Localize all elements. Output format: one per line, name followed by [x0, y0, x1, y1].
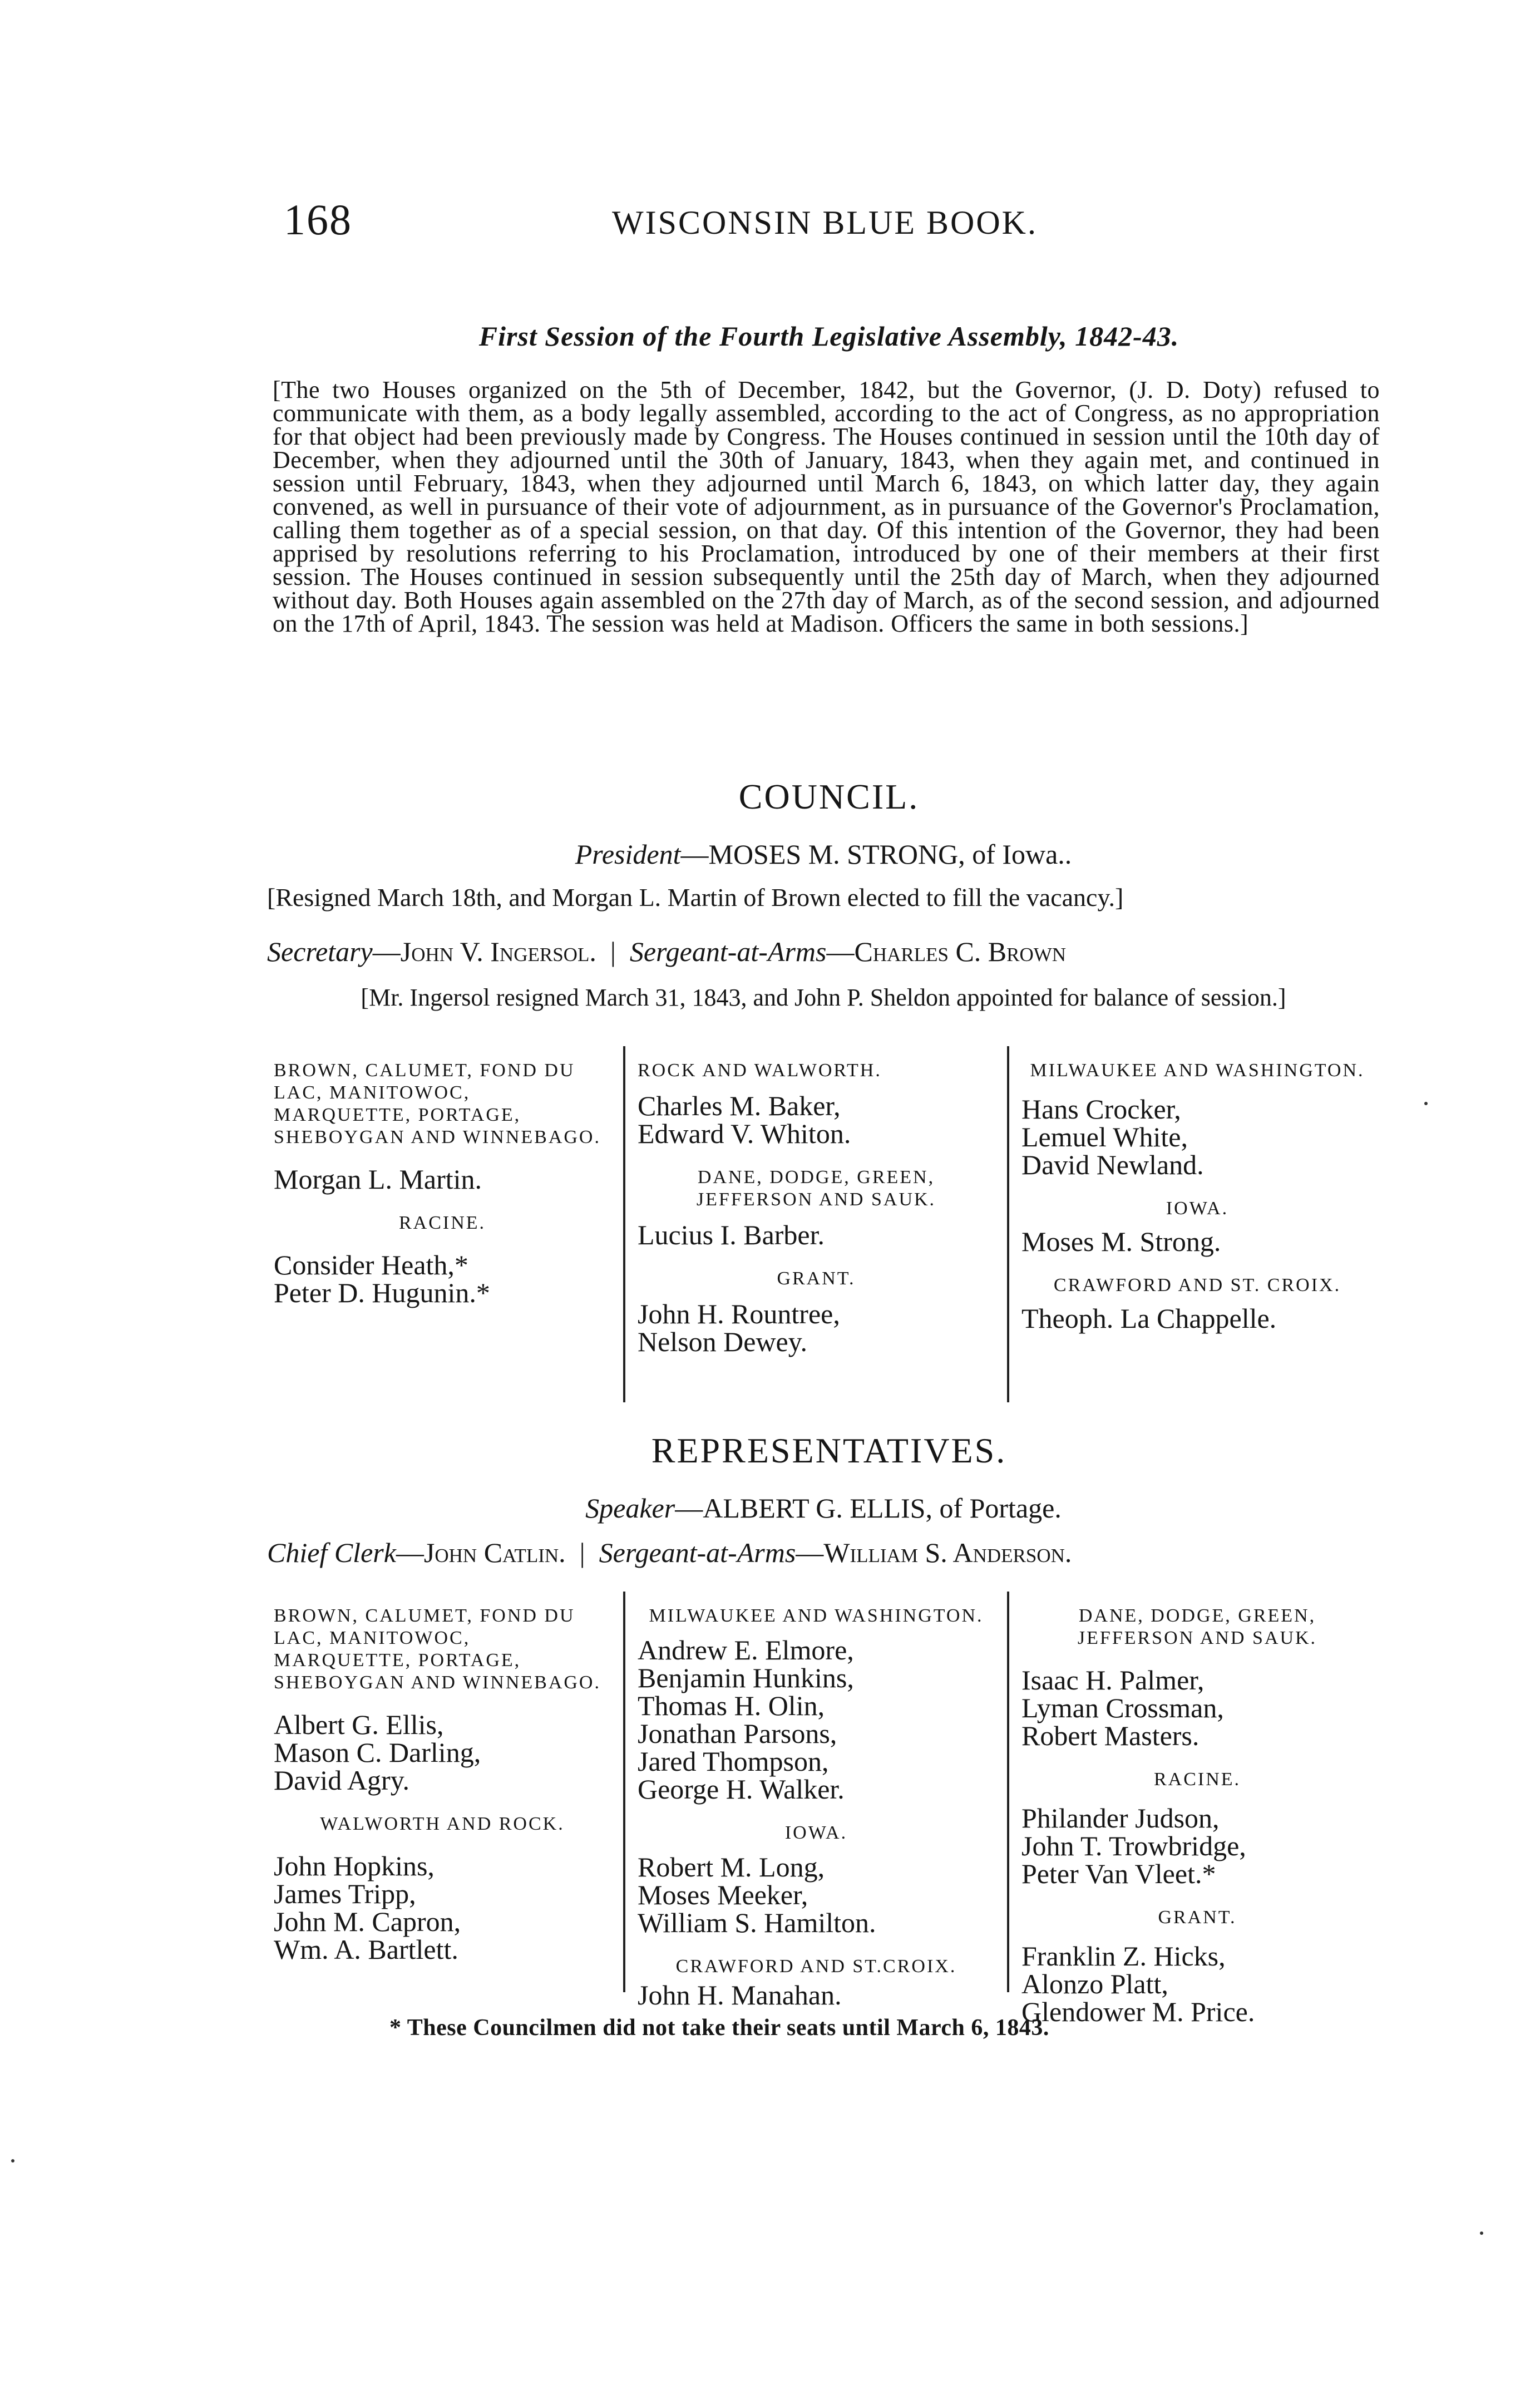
district-name: WALWORTH AND ROCK. [320, 1814, 565, 1834]
district-group [1021, 1605, 1373, 1750]
district-name: MILWAUKEE AND WASHINGTON. [1030, 1060, 1365, 1081]
district-name: DANE, DODGE, GREEN, JEFFERSON AND SAUK. [696, 1167, 936, 1210]
district-group [638, 1955, 995, 2009]
member-name: John H. Manahan. [638, 1979, 842, 2011]
council-president-line: President—MOSES M. STRONG, of Iowa.. [575, 839, 1072, 870]
district-name: CRAWFORD AND ST.CROIX. [675, 1956, 957, 1977]
clerk-label: Chief Clerk [267, 1537, 396, 1568]
footnote: * These Councilmen did not take their seats until March 6, 1843. [389, 2015, 1049, 2041]
member-name: Jonathan Parsons, [638, 1718, 837, 1749]
member-name: Andrew E. Elmore, [638, 1634, 854, 1666]
member-name: David Newland. [1021, 1149, 1204, 1180]
district-name: GRANT. [1158, 1907, 1237, 1928]
district-group [638, 1268, 995, 1356]
print-speck [1424, 1102, 1428, 1105]
separator: | [610, 936, 616, 967]
council-sergeant-label: Sergeant-at-Arms [629, 936, 827, 967]
council-members [261, 1046, 1385, 1402]
member-name: Alonzo Platt, [1021, 1968, 1168, 1999]
district-group [638, 1166, 995, 1249]
district-group [274, 1212, 611, 1307]
member-name: George H. Walker. [638, 1774, 845, 1805]
officers-note: [Mr. Ingersol resigned March 31, 1843, and John P. Sheldon appointed for balance of session.] [361, 984, 1286, 1011]
member-name: James Tripp, [274, 1878, 416, 1909]
council-column-2 [623, 1046, 1007, 1402]
secretary-value: John V. Ingersol. [400, 936, 596, 967]
member-name: John M. Capron, [274, 1906, 461, 1937]
member-name: Benjamin Hunkins, [638, 1662, 854, 1693]
running-title: WISCONSIN BLUE BOOK. [612, 204, 1038, 241]
district-group [274, 1060, 611, 1193]
member-name: Moses Meeker, [638, 1879, 808, 1910]
member-name: Peter Van Vleet.* [1021, 1858, 1216, 1889]
member-name: Jared Thompson, [638, 1746, 829, 1777]
member-name: Lucius I. Barber. [638, 1219, 825, 1250]
clerk-value: John Catlin. [423, 1537, 566, 1568]
member-name: Charles M. Baker, [638, 1090, 841, 1121]
council-column-3 [1007, 1046, 1385, 1402]
member-name: Lemuel White, [1021, 1121, 1188, 1152]
president-value: MOSES M. STRONG, of Iowa.. [708, 839, 1072, 870]
member-name: John H. Rountree, [638, 1298, 840, 1329]
member-name: Thomas H. Olin, [638, 1690, 825, 1721]
member-name: Robert M. Long, [638, 1851, 825, 1883]
member-name: Theoph. La Chappelle. [1021, 1303, 1277, 1334]
representatives-heading: REPRESENTATIVES. [651, 1431, 1007, 1470]
member-name: Lyman Crossman, [1021, 1692, 1224, 1723]
member-name: Edward V. Whiton. [638, 1118, 851, 1149]
member-name: Franklin Z. Hicks, [1021, 1940, 1226, 1972]
member-name: Mason C. Darling, [274, 1737, 481, 1768]
page-header [284, 195, 1374, 256]
district-name: BROWN, CALUMET, FOND DU LAC, MANITOWOC, MARQUETTE, PORTAGE, SHEBOYGAN AND WINNEBAGO. [274, 1060, 601, 1147]
representatives-members [261, 1592, 1385, 2027]
representatives-sergeant-label: Sergeant-at-Arms [599, 1537, 796, 1568]
member-name: Nelson Dewey. [638, 1326, 808, 1357]
district-group [638, 1060, 995, 1147]
member-name: Philander Judson, [1021, 1802, 1220, 1834]
district-name: IOWA. [784, 1822, 848, 1843]
district-name: DANE, DODGE, GREEN, JEFFERSON AND SAUK. [1077, 1605, 1317, 1648]
district-group [1021, 1907, 1373, 2026]
representatives-officers-line: Chief Clerk—John Catlin. | Sergeant-at-Arms—William S. Anderson. [267, 1537, 1072, 1568]
council-officers-line: Secretary—John V. Ingersol. | Sergeant-at-Arms—Charles C. Brown [267, 936, 1067, 967]
president-note: [Resigned March 18th, and Morgan L. Martin of Brown elected to fill the vacancy.] [267, 883, 1124, 912]
speaker-value: ALBERT G. ELLIS, of Portage. [703, 1492, 1062, 1524]
speaker-label: Speaker [585, 1492, 675, 1524]
member-name: John T. Trowbridge, [1021, 1830, 1246, 1861]
district-name: GRANT. [777, 1268, 856, 1289]
page-number: 168 [284, 195, 352, 244]
member-name: John Hopkins, [274, 1850, 435, 1881]
member-name: Consider Heath,* [274, 1249, 468, 1280]
district-group [1021, 1060, 1373, 1179]
district-name: MILWAUKEE AND WASHINGTON. [649, 1605, 984, 1626]
district-name: CRAWFORD AND ST. CROIX. [1053, 1275, 1341, 1295]
representatives-column-3 [1007, 1592, 1385, 2027]
session-title: First Session of the Fourth Legislative Assembly, 1842-43. [478, 321, 1179, 352]
representatives-sergeant-value: William S. Anderson. [823, 1537, 1072, 1568]
member-name: William S. Hamilton. [638, 1907, 876, 1938]
district-group [1021, 1768, 1373, 1888]
council-heading: COUNCIL. [738, 777, 920, 816]
member-name: Morgan L. Martin. [274, 1164, 482, 1195]
intro-paragraph: [The two Houses organized on the 5th of December, 1842, but the Governor, (J. D. Doty) refused to communicate with them, as a body legally assembled, according to the act of Congress, as no appropriation for that object had been previously made by Congress. The Houses continued in session until the 10th day of December, when they adjourned until the 30th of January, 1843, when they again met, and continued in session until February, 1843, when they adjourned until March 6, 1843, on which latter day, they again convened, as well in pursuance of their vote of adjournment, as in pursuance of the Governor's Proclamation, calling them together as of a special session, on that day. Of this intention of the Governor, they had been apprised by resolutions referring to his Proclamation, introduced by one of their members at their first session. The Houses continued in session subsequently until the 25th day of March, when they adjourned without day. Both Houses again assembled on the 27th day of March, as of the second session, and adjourned on the 17th of April, 1843. The session was held at Madison. Officers the same in both sessions.] [273, 376, 1380, 637]
council-column-1 [261, 1046, 623, 1402]
member-name: Robert Masters. [1021, 1720, 1200, 1751]
member-name: Wm. A. Bartlett. [274, 1934, 458, 1965]
member-name: Glendower M. Price. [1021, 1996, 1255, 2027]
district-name: RACINE. [398, 1213, 486, 1233]
print-speck [1480, 2231, 1483, 2235]
district-group [274, 1813, 611, 1963]
member-name: Isaac H. Palmer, [1021, 1664, 1205, 1696]
president-label: President [575, 839, 681, 870]
member-name: Albert G. Ellis, [274, 1709, 444, 1740]
secretary-label: Secretary [267, 936, 373, 967]
district-group [1021, 1274, 1373, 1332]
district-group [274, 1605, 611, 1794]
separator: | [579, 1537, 585, 1568]
representatives-column-1 [261, 1592, 623, 1992]
district-group [638, 1822, 995, 1937]
council-sergeant-value: Charles C. Brown [854, 936, 1067, 967]
district-name: IOWA. [1166, 1198, 1229, 1219]
district-group [1021, 1198, 1373, 1255]
member-name: David Agry. [274, 1765, 409, 1796]
member-name: Hans Crocker, [1021, 1093, 1181, 1125]
member-name: Peter D. Hugunin.* [274, 1277, 490, 1308]
district-group [638, 1605, 995, 1803]
district-name: ROCK AND WALWORTH. [638, 1060, 882, 1081]
print-speck [11, 2159, 14, 2162]
speaker-line: Speaker—ALBERT G. ELLIS, of Portage. [585, 1492, 1062, 1524]
representatives-column-2 [623, 1592, 1007, 2011]
district-name: RACINE. [1153, 1769, 1241, 1790]
member-name: Moses M. Strong. [1021, 1226, 1221, 1257]
district-name: BROWN, CALUMET, FOND DU LAC, MANITOWOC, MARQUETTE, PORTAGE, SHEBOYGAN AND WINNEBAGO. [274, 1605, 601, 1693]
